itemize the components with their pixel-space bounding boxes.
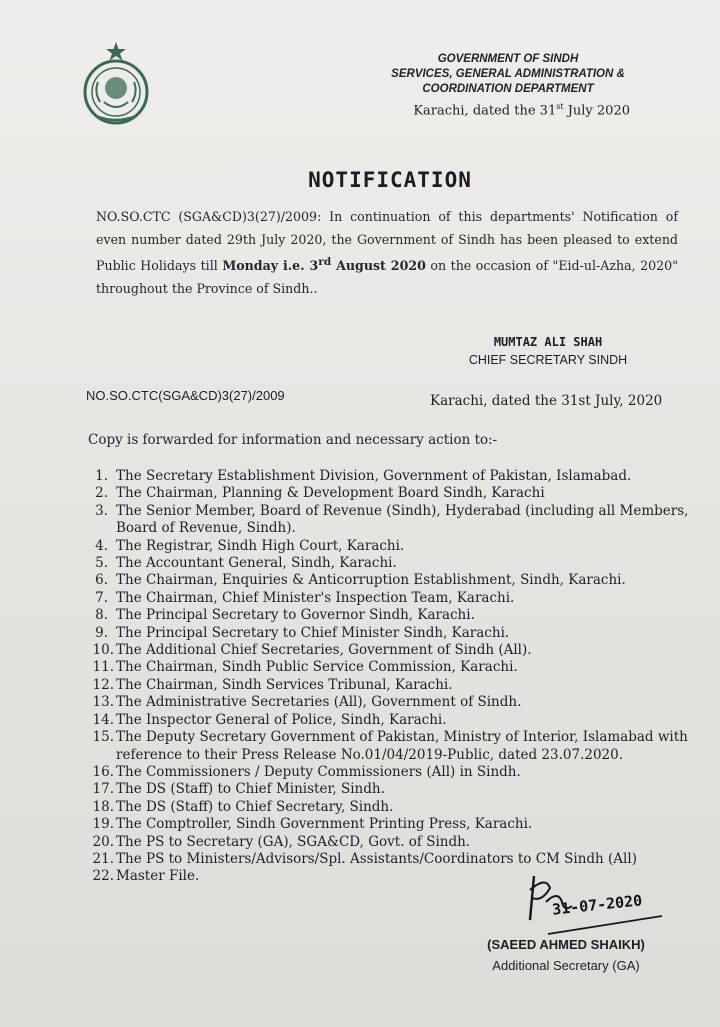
list-item-text: The Administrative Secretaries (All), Government of Sindh. (116, 694, 522, 711)
list-item (86, 729, 696, 764)
government-seal-icon (76, 40, 156, 126)
list-item-text: The Principal Secretary to Chief Minister Sindh, Karachi. (116, 624, 510, 641)
list-item (86, 764, 696, 781)
list-item (86, 572, 696, 589)
list-item-number: 9. (95, 624, 108, 641)
reference-number: NO.SO.CTC(SGA&CD)3(27)/2009 (86, 388, 285, 403)
list-item-text: The Additional Chief Secretaries, Government of Sindh (All). (116, 642, 532, 659)
list-item-number: 8. (95, 607, 108, 624)
list-item-number: 18. (92, 798, 114, 815)
list-item (86, 555, 696, 572)
letterhead-line-3: COORDINATION DEPARTMENT (422, 83, 594, 95)
letterhead-line-2: SERVICES, GENERAL ADMINISTRATION & (391, 68, 625, 80)
list-item-number: 21. (92, 850, 114, 867)
list-item-text: The Inspector General of Police, Sindh, Karachi. (116, 711, 447, 728)
list-item-number: 14. (92, 711, 114, 728)
list-item-number: 7. (95, 589, 108, 606)
list-item (86, 538, 696, 555)
list-item (86, 799, 696, 816)
list-item-text: The Secretary Establishment Division, Government of Pakistan, Islamabad. (116, 468, 632, 484)
list-item (86, 659, 696, 676)
list-item-text: The Registrar, Sindh High Court, Karachi. (116, 537, 405, 554)
letterhead-date: Karachi, dated the 31st July 2020 (413, 102, 630, 119)
signature-date: 31-07-2020 (551, 891, 644, 919)
list-item (86, 590, 696, 607)
list-item-number: 4. (95, 537, 108, 554)
list-item-text: The DS (Staff) to Chief Minister, Sindh. (116, 781, 385, 798)
reference-date: Karachi, dated the 31st July, 2020 (430, 393, 663, 409)
list-item-text: The Chairman, Enquiries & Anticorruption Establishment, Sindh, Karachi. (116, 572, 626, 589)
signatory-name: (SAEED AHMED SHAIKH) (487, 937, 645, 952)
list-item-number: 15. (92, 729, 114, 746)
list-item-number: 11. (92, 659, 114, 676)
list-item-number: 5. (95, 555, 108, 572)
list-item-text: The Principal Secretary to Governor Sindh, Karachi. (116, 607, 475, 624)
recipients-list (86, 468, 696, 886)
list-item-text: The PS to Secretary (GA), SGA&CD, Govt. of Sindh. (116, 833, 471, 850)
list-item (86, 677, 696, 694)
list-item (86, 607, 696, 624)
list-item-text: The Chairman, Sindh Public Service Commission, Karachi. (116, 659, 518, 676)
list-item-number: 1. (95, 468, 108, 484)
list-item (86, 851, 696, 868)
list-item-number: 19. (92, 816, 114, 833)
copy-forward-line: Copy is forwarded for information and necessary action to:- (88, 432, 498, 448)
list-item-number: 17. (92, 781, 114, 798)
list-item-text: The Chairman, Sindh Services Tribunal, Karachi. (116, 676, 453, 693)
list-item (86, 816, 696, 833)
list-item-number: 13. (92, 694, 114, 711)
list-item-text: The Chairman, Planning & Development Board Sindh, Karachi (116, 485, 545, 502)
list-item-text: The Commissioners / Deputy Commissioners (All) in Sindh. (116, 763, 521, 780)
signatory-additional-secretary (460, 934, 672, 976)
list-item-text: The Senior Member, Board of Revenue (Sindh), Hyderabad (including all Members, Board of Revenue, Sindh). (116, 502, 689, 537)
list-item-text: The Accountant General, Sindh, Karachi. (116, 555, 397, 572)
letterhead-line-1: GOVERNMENT OF SINDH (437, 53, 579, 65)
list-item-number: 10. (92, 642, 114, 659)
signatory-chief-secretary (448, 333, 648, 369)
list-item-number: 22. (92, 868, 114, 885)
list-item (86, 625, 696, 642)
signatory-name: MUMTAZ ALI SHAH (493, 335, 603, 349)
list-item (86, 781, 696, 798)
list-item-text: The Comptroller, Sindh Government Printing Press, Karachi. (116, 816, 533, 833)
signatory-designation: CHIEF SECRETARY SINDH (468, 353, 628, 367)
reference-line (86, 388, 670, 409)
signatory-designation: Additional Secretary (GA) (492, 958, 640, 973)
list-item (86, 485, 696, 502)
list-item-number: 6. (95, 572, 108, 589)
page-title: NOTIFICATION (308, 168, 472, 192)
notification-body: NO.SO.CTC (SGA&CD)3(27)/2009: In continuation of this departments' Notification of even number dated 29th July 2020, the Government of Sindh has been pleased to extend Public Holidays till Monday i.e. 3rd August 2020 on the occasion of "Eid-ul-Azha, 2020" throughout the Province of Sindh.. (96, 209, 678, 296)
list-item-text: The DS (Staff) to Chief Secretary, Sindh. (116, 798, 394, 815)
list-item-number: 2. (95, 485, 108, 502)
list-item-number: 20. (92, 833, 114, 850)
list-item (86, 834, 696, 851)
list-item (86, 712, 696, 729)
list-item-number: 3. (95, 502, 108, 519)
list-item-text: The PS to Ministers/Advisors/Spl. Assistants/Coordinators to CM Sindh (All) (116, 850, 637, 867)
list-item-number: 12. (92, 676, 114, 693)
list-item-text: The Chairman, Chief Minister's Inspection Team, Karachi. (116, 589, 515, 606)
list-item (86, 503, 696, 538)
list-item-text: The Deputy Secretary Government of Pakistan, Ministry of Interior, Islamabad with reference to their Press Release No.01/04/2019-Public, dated 23.07.2020. (116, 729, 688, 763)
list-item-number: 16. (92, 763, 114, 780)
letterhead (348, 52, 668, 97)
list-item (86, 694, 696, 711)
list-item (86, 642, 696, 659)
list-item (86, 468, 696, 485)
list-item-text: Master File. (116, 868, 200, 885)
